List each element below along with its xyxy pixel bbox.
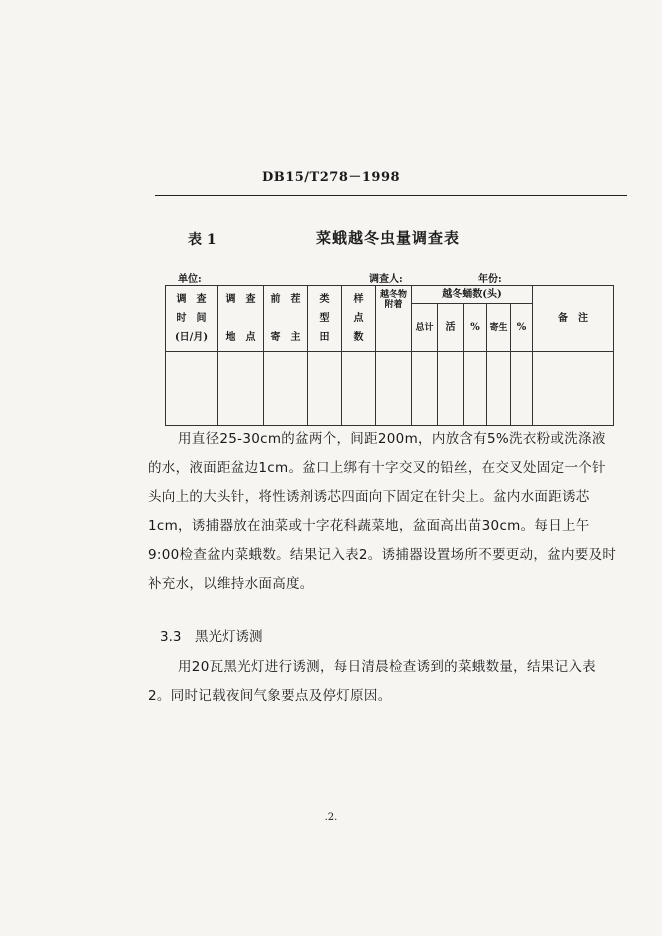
document-code: DB15/T278－1998	[261, 170, 401, 185]
header-parasitized-percent: %	[511, 304, 533, 352]
header-rule	[155, 195, 627, 196]
header-parasitized: 寄生	[487, 304, 511, 352]
table-label: 表 1	[188, 232, 217, 248]
year-label: 年份:	[478, 274, 502, 285]
header-alive-percent: %	[464, 304, 487, 352]
header-location: 调 查 地 点	[218, 286, 264, 352]
page-number: .2.	[324, 812, 338, 823]
paragraph-trap-method: 用直径25-30cm的盆两个，间距200m，内放含有5%洗衣粉或洗涤液的水，液面距盆边1cm。盆口上绑有十字交叉的铅丝，在交叉处固定一个针头向上的大头针，将性诱剂诱芯四面向下固定在针尖上。盆内水面距诱芯1cm，诱捕器放在油菜或十字花科蔬菜地，盆面高出苗30cm。每日上午9:00检查盆内菜蛾数。结果记入表2。诱捕器设置场所不要更动，盆内要及时补充水，以维持水面高度。	[148, 431, 617, 592]
survey-table	[165, 285, 614, 426]
header-total: 总计	[412, 304, 438, 352]
header-overwintering-attachment: 越冬物附着	[376, 286, 412, 352]
header-pupa-group: 越冬蛹数(头)	[412, 286, 533, 304]
investigator-label: 调查人:	[369, 274, 403, 285]
header-field-type: 类 型 田	[308, 286, 342, 352]
header-sample-points: 样 点 数	[342, 286, 376, 352]
unit-label: 单位:	[178, 274, 202, 285]
section-heading-3-3: 3.3 黑光灯诱测	[160, 629, 263, 645]
header-notes: 备 注	[533, 286, 614, 352]
header-date: 调 查 时 间 (日/月)	[166, 286, 218, 352]
table-row	[166, 352, 614, 426]
table-title: 菜蛾越冬虫量调查表	[316, 229, 461, 247]
header-alive: 活	[438, 304, 464, 352]
paragraph-black-light: 用20瓦黑光灯进行诱测，每日清晨检查诱到的菜蛾数量，结果记入表2。同时记载夜间气象要点及停灯原因。	[148, 659, 596, 704]
header-previous-host: 前 茬 寄 主	[264, 286, 308, 352]
